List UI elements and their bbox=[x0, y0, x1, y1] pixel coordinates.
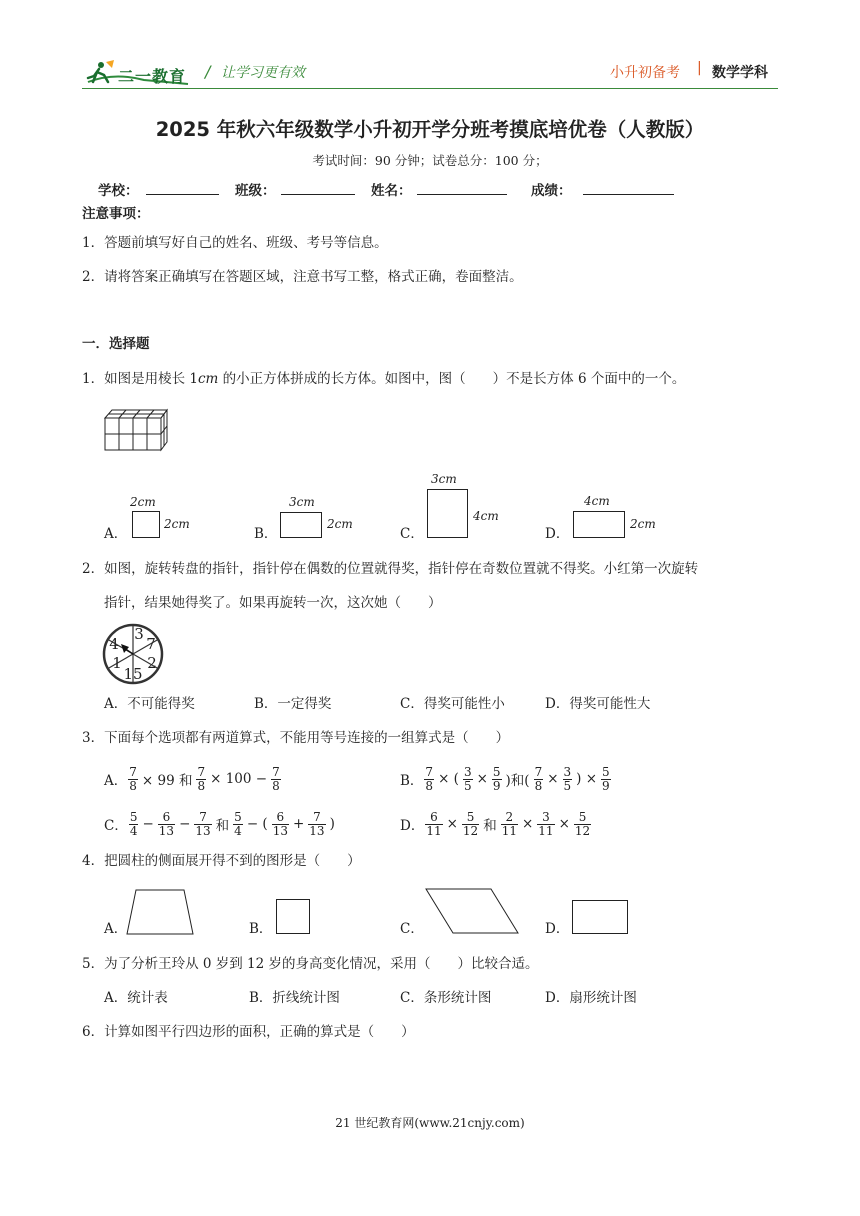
spinner-number: 4 bbox=[109, 635, 119, 653]
field-score-label: 成绩： bbox=[531, 183, 572, 199]
q2-option-c[interactable]: C．得奖可能性小 bbox=[400, 696, 505, 712]
q5-option-c[interactable]: C．条形统计图 bbox=[400, 990, 492, 1006]
q4-option-b-label[interactable]: B． bbox=[249, 921, 273, 937]
q1-option-a-top: 2cm bbox=[130, 495, 156, 509]
q4-rectangle-figure[interactable] bbox=[572, 900, 628, 934]
q5-option-d[interactable]: D．扇形统计图 bbox=[545, 990, 637, 1006]
question-1-stem: 1．如图是用棱长 1cm 的小正方体拼成的长方体。如图中，图（ ）不是长方体 6 个面中的一个。 bbox=[82, 371, 686, 387]
q1-option-b-top: 3cm bbox=[289, 495, 315, 509]
note-item: 2．请将答案正确填写在答题区域，注意书写工整，格式正确，卷面整洁。 bbox=[82, 269, 523, 285]
header-exam-type: 小升初备考 bbox=[610, 65, 680, 81]
q1-option-a-label[interactable]: A． bbox=[104, 526, 128, 542]
question-2-stem-line2: 指针，结果她得奖了。如果再旋转一次，这次她（ ） bbox=[104, 595, 442, 611]
question-5-stem: 5．为了分析王玲从 0 岁到 12 岁的身高变化情况，采用（ ）比较合适。 bbox=[82, 956, 539, 972]
q4-square-figure[interactable] bbox=[276, 899, 310, 934]
q1-option-c-rect[interactable] bbox=[427, 489, 468, 538]
spinner-number: 3 bbox=[134, 625, 144, 643]
q1-option-a-square[interactable] bbox=[132, 511, 160, 538]
q1-option-c-side: 4cm bbox=[473, 509, 499, 523]
question-6-stem: 6．计算如图平行四边形的面积，正确的算式是（ ） bbox=[82, 1024, 415, 1040]
q5-option-b[interactable]: B．折线统计图 bbox=[249, 990, 340, 1006]
field-class-blank[interactable] bbox=[281, 194, 355, 195]
exam-info: 考试时间：90 分钟；试卷总分：100 分； bbox=[312, 153, 548, 168]
q4-trapezoid-figure[interactable] bbox=[126, 889, 194, 935]
logo-text: 二一教育 bbox=[118, 67, 187, 86]
question-4-stem: 4．把圆柱的侧面展开得不到的图形是（ ） bbox=[82, 853, 361, 869]
header-separator: | bbox=[697, 60, 702, 76]
page-footer: 21 世纪教育网(www.21cnjy.com) bbox=[335, 1116, 525, 1130]
q3-option-b[interactable]: B． $\frac{7}{8}$ × ( $\frac{3}{5}$ × $\frac{5}{9}$ )和( $\frac{7}{8}$ × $\frac{3}{5}$ ) × $\frac{5}{9}$ bbox=[400, 764, 610, 793]
q4-option-a-label[interactable]: A． bbox=[104, 921, 128, 937]
q4-option-c-label[interactable]: C． bbox=[400, 921, 424, 937]
q1-option-b-side: 2cm bbox=[327, 517, 353, 531]
q1-option-d-side: 2cm bbox=[630, 517, 656, 531]
spinner-number: 2 bbox=[147, 654, 157, 672]
field-school-label: 学校： bbox=[98, 183, 139, 199]
header-divider bbox=[82, 88, 778, 89]
q1-option-d-rect[interactable] bbox=[573, 511, 625, 538]
q4-parallelogram-figure[interactable] bbox=[425, 888, 519, 934]
q1-option-b-label[interactable]: B． bbox=[254, 526, 278, 542]
q2-option-a[interactable]: A．不可能得奖 bbox=[104, 696, 195, 712]
header-slogan: 让学习更有效 bbox=[221, 65, 305, 81]
q1-option-c-label[interactable]: C． bbox=[400, 526, 424, 542]
note-item: 1．答题前填写好自己的姓名、班级、考号等信息。 bbox=[82, 235, 388, 251]
question-3-stem: 3．下面每个选项都有两道算式，不能用等号连接的一组算式是（ ） bbox=[82, 730, 510, 746]
q2-option-d[interactable]: D．得奖可能性大 bbox=[545, 696, 651, 712]
field-name-label: 姓名： bbox=[371, 183, 412, 199]
spinner-number: 7 bbox=[146, 635, 156, 653]
header-subject: 数学学科 bbox=[712, 65, 768, 81]
field-score-blank[interactable] bbox=[583, 194, 674, 195]
q1-option-c-top: 3cm bbox=[431, 472, 457, 486]
cuboid-figure bbox=[104, 404, 168, 452]
field-school-blank[interactable] bbox=[146, 194, 219, 195]
q1-option-a-side: 2cm bbox=[164, 517, 190, 531]
q3-option-a[interactable]: A． $\frac{7}{8}$ × 99 和 $\frac{7}{8}$ × 100 − $\frac{7}{8}$ bbox=[104, 764, 280, 793]
q5-option-a[interactable]: A．统计表 bbox=[104, 990, 168, 1006]
q1-option-d-top: 4cm bbox=[584, 494, 610, 508]
spinner-figure bbox=[102, 623, 164, 685]
notes-heading: 注意事项： bbox=[82, 206, 150, 222]
q3-option-d[interactable]: D． $\frac{6}{11}$ × $\frac{5}{12}$ 和 $\frac{2}{11}$ × $\frac{3}{11}$ × $\frac{5}{12}$ bbox=[400, 809, 591, 838]
field-class-label: 班级： bbox=[235, 183, 276, 199]
q4-option-d-label[interactable]: D． bbox=[545, 921, 570, 937]
question-2-stem-line1: 2．如图，旋转转盘的指针，指针停在偶数的位置就得奖，指针停在奇数位置就不得奖。小红第一次旋转 bbox=[82, 561, 699, 577]
page-title: 2025 年秋六年级数学小升初开学分班考摸底培优卷（人教版） bbox=[155, 118, 705, 141]
q2-option-b[interactable]: B．一定得奖 bbox=[254, 696, 332, 712]
q1-option-b-rect[interactable] bbox=[280, 512, 322, 538]
spinner-number: 1 bbox=[112, 654, 122, 672]
header-slash: / bbox=[205, 62, 211, 81]
section-heading: 一．选择题 bbox=[82, 336, 150, 352]
q1-option-d-label[interactable]: D． bbox=[545, 526, 570, 542]
field-name-blank[interactable] bbox=[417, 194, 507, 195]
q3-option-c[interactable]: C． $\frac{5}{4}$ − $\frac{6}{13}$ − $\frac{7}{13}$ 和 $\frac{5}{4}$ − ( $\frac{6}{13}$ + $\frac{7}{13}$ ) bbox=[104, 809, 335, 838]
spinner-number: 15 bbox=[123, 665, 143, 683]
